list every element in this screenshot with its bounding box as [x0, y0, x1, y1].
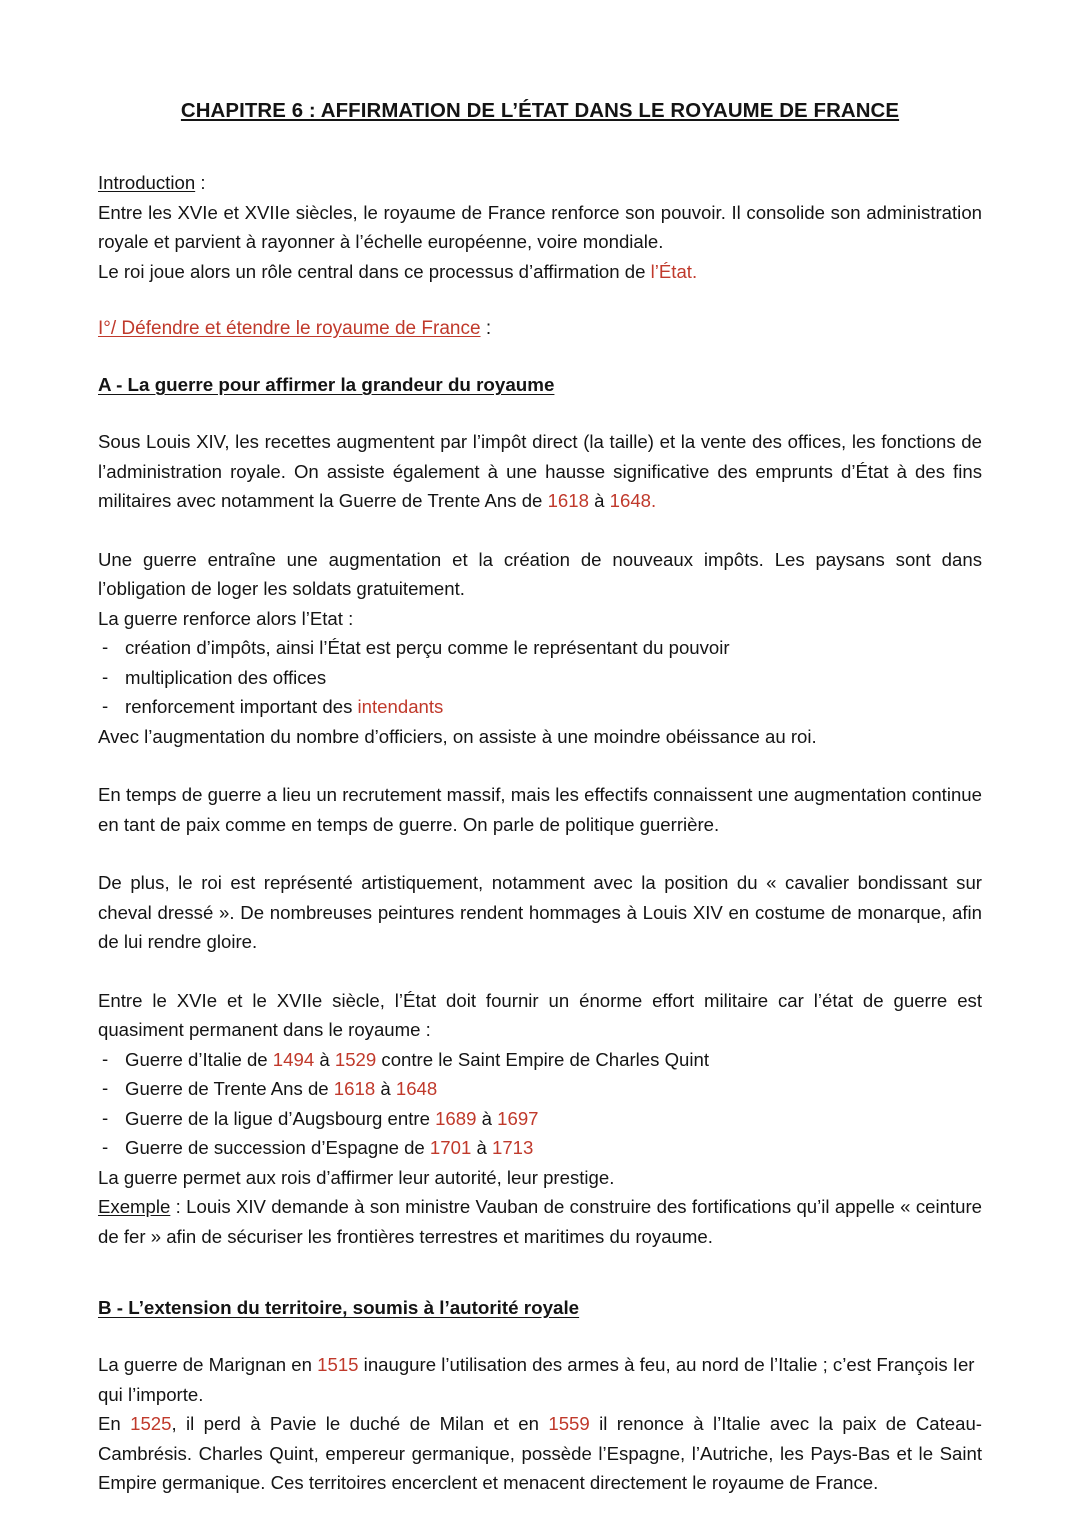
sb-p2-date-2: 1559 [548, 1413, 590, 1434]
introduction-paragraph-1: Entre les XVIe et XVIIe siècles, le royaume de France renforce son pouvoir. Il consolide son administration royale et parvient à rayonner à l’échelle européenne, voire mondiale. [98, 201, 982, 252]
war-mid: à [314, 1048, 335, 1070]
war-date-to: 1648 [395, 1078, 438, 1099]
section-a-paragraph-6: De plus, le roi est représenté artistiquement, notamment avec la position du « cavalier bondissant sur cheval dressé ». De nombreuses peintures rendent hommages à Louis XIV en costume de monarque, afin de lui rendre gloire. [98, 872, 982, 952]
introduction-label: Introduction [98, 172, 196, 193]
intro-p2-highlight: l’État. [650, 260, 698, 282]
sb-p1-pre: La guerre de Marignan en [98, 1354, 318, 1375]
list-item [98, 692, 982, 722]
war-date-from: 1618 [333, 1078, 376, 1099]
war-mid: à [476, 1107, 498, 1129]
war-date-from: 1701 [429, 1137, 472, 1158]
spacer [98, 516, 982, 545]
section-a-heading-text: A - La guerre pour affirmer la grandeur du royaume [98, 374, 555, 395]
war-pre: Guerre d’Italie de [125, 1048, 273, 1070]
list-item [98, 633, 982, 663]
list-item [98, 663, 982, 693]
sa-p1-pre: Sous Louis XIV, les recettes augmentent par l’impôt direct (la taille) et la vente des offices, les fonctions de l’administration royale. On assiste également à une hausse significative des emprunts d’État à des fins militaires avec notamment la Guerre de Trente Ans de [98, 431, 982, 511]
list-item-highlight: intendants [357, 696, 444, 717]
introduction-paragraph-2 [98, 257, 982, 287]
intro-p2-pre: Le roi joue alors un rôle central dans ce processus d’affirmation de [98, 260, 651, 282]
war-date-from: 1689 [435, 1107, 477, 1129]
introduction-label-colon: : [195, 172, 206, 193]
war-pre: Guerre de la ligue d’Augsbourg entre [125, 1107, 436, 1129]
section-b-paragraph-2 [98, 1409, 982, 1498]
list-item-label: création d’impôts, ainsi l’État est perçu comme le représentant du pouvoir [125, 637, 730, 658]
war-date-to: 1713 [491, 1137, 534, 1158]
spacer [98, 1251, 982, 1280]
section-a-example [98, 1192, 982, 1251]
dash-icon: - [102, 1077, 109, 1098]
sa-p1-mid: à [588, 490, 610, 511]
list-item-label: multiplication des offices [125, 666, 327, 688]
section-a-paragraph-7: Entre le XVIe et le XVIIe siècle, l’État doit fournir un énorme effort militaire car l’état de guerre est quasiment permanent dans le royaume : [98, 989, 982, 1040]
part-one-heading-colon: : [480, 318, 492, 339]
sb-p2-post: il renonce à l’Italie avec la paix de Cateau-Cambrésis. Charles Quint, empereur germanique, possède l’Espagne, l’Autriche, les Pays-Bas et le Saint Empire germanique. Ces territoires encerclent et menacent directement le royaume de France. [98, 1413, 982, 1493]
war-mid: à [471, 1137, 492, 1158]
spacer [98, 839, 982, 868]
spacer [98, 342, 982, 371]
part-one-heading-text: I°/ Défendre et étendre le royaume de France [98, 318, 481, 339]
section-b-paragraph-1 [98, 1350, 982, 1409]
list-item-label: renforcement important des [125, 696, 358, 717]
dash-icon: - [102, 695, 109, 716]
document-body [98, 98, 982, 1498]
spacer [98, 1321, 982, 1350]
spacer [98, 286, 982, 315]
war-post: contre le Saint Empire de Charles Quint [376, 1048, 710, 1070]
spacer [98, 751, 982, 780]
war-pre: Guerre de Trente Ans de [125, 1078, 334, 1099]
section-a-bullet-list [98, 633, 982, 722]
dash-icon: - [102, 665, 109, 687]
sb-p1-post: inaugure l’utilisation des armes à feu, au nord de l’Italie ; c’est François Ier qui l’importe. [98, 1354, 975, 1405]
list-item [98, 1104, 982, 1134]
war-mid: à [375, 1078, 396, 1099]
spacer [98, 1280, 982, 1294]
section-a-heading [98, 371, 982, 398]
part-one-heading [98, 315, 982, 342]
introduction-label-line [98, 168, 982, 198]
list-item [98, 1133, 982, 1163]
section-a-paragraph-1 [98, 427, 982, 516]
war-date-to: 1529 [334, 1048, 377, 1070]
sb-p2-date-1: 1525 [130, 1413, 172, 1434]
sb-p2-mid: , il perd à Pavie le duché de Milan et en [171, 1413, 549, 1434]
spacer [98, 398, 982, 427]
section-b-heading-text: B - L’extension du territoire, soumis à l’autorité royale [98, 1297, 580, 1318]
sa-p1-date-to: 1648. [609, 490, 657, 511]
section-a-paragraph-5: En temps de guerre a lieu un recrutement massif, mais les effectifs connaissent une augmentation continue en tant de paix comme en temps de guerre. On parle de politique guerrière. [98, 784, 982, 835]
dash-icon: - [102, 1047, 109, 1069]
section-a-paragraph-8: La guerre permet aux rois d’affirmer leur autorité, leur prestige. [98, 1166, 615, 1188]
sb-p1-date: 1515 [317, 1354, 359, 1375]
section-a-wars-list [98, 1045, 982, 1163]
dash-icon: - [102, 636, 109, 657]
dash-icon: - [102, 1136, 109, 1157]
war-date-to: 1697 [497, 1107, 539, 1129]
list-item [98, 1074, 982, 1104]
example-text: : Louis XIV demande à son ministre Vauban de construire des fortifications qu’il appelle « ceinture de fer » afin de sécuriser les frontières terrestres et maritimes du royaume. [98, 1196, 982, 1247]
war-pre: Guerre de succession d’Espagne de [125, 1137, 430, 1158]
sa-p1-date-from: 1618 [547, 490, 589, 511]
section-a-paragraph-4: Avec l’augmentation du nombre d’officiers, on assiste à une moindre obéissance au roi. [98, 725, 817, 747]
section-a-paragraph-2: Une guerre entraîne une augmentation et la création de nouveaux impôts. Les paysans sont dans l’obligation de loger les soldats gratuitement. [98, 548, 982, 599]
spacer [98, 957, 982, 986]
list-item [98, 1045, 982, 1075]
example-label: Exemple [98, 1196, 171, 1217]
sb-p2-pre: En [98, 1413, 131, 1434]
war-date-from: 1494 [272, 1048, 315, 1070]
section-a-paragraph-3: La guerre renforce alors l’Etat : [98, 607, 354, 629]
section-b-heading [98, 1294, 982, 1321]
page-title: CHAPITRE 6 : AFFIRMATION DE L’ÉTAT DANS LE ROYAUME DE FRANCE [180, 100, 900, 122]
dash-icon: - [102, 1106, 109, 1128]
